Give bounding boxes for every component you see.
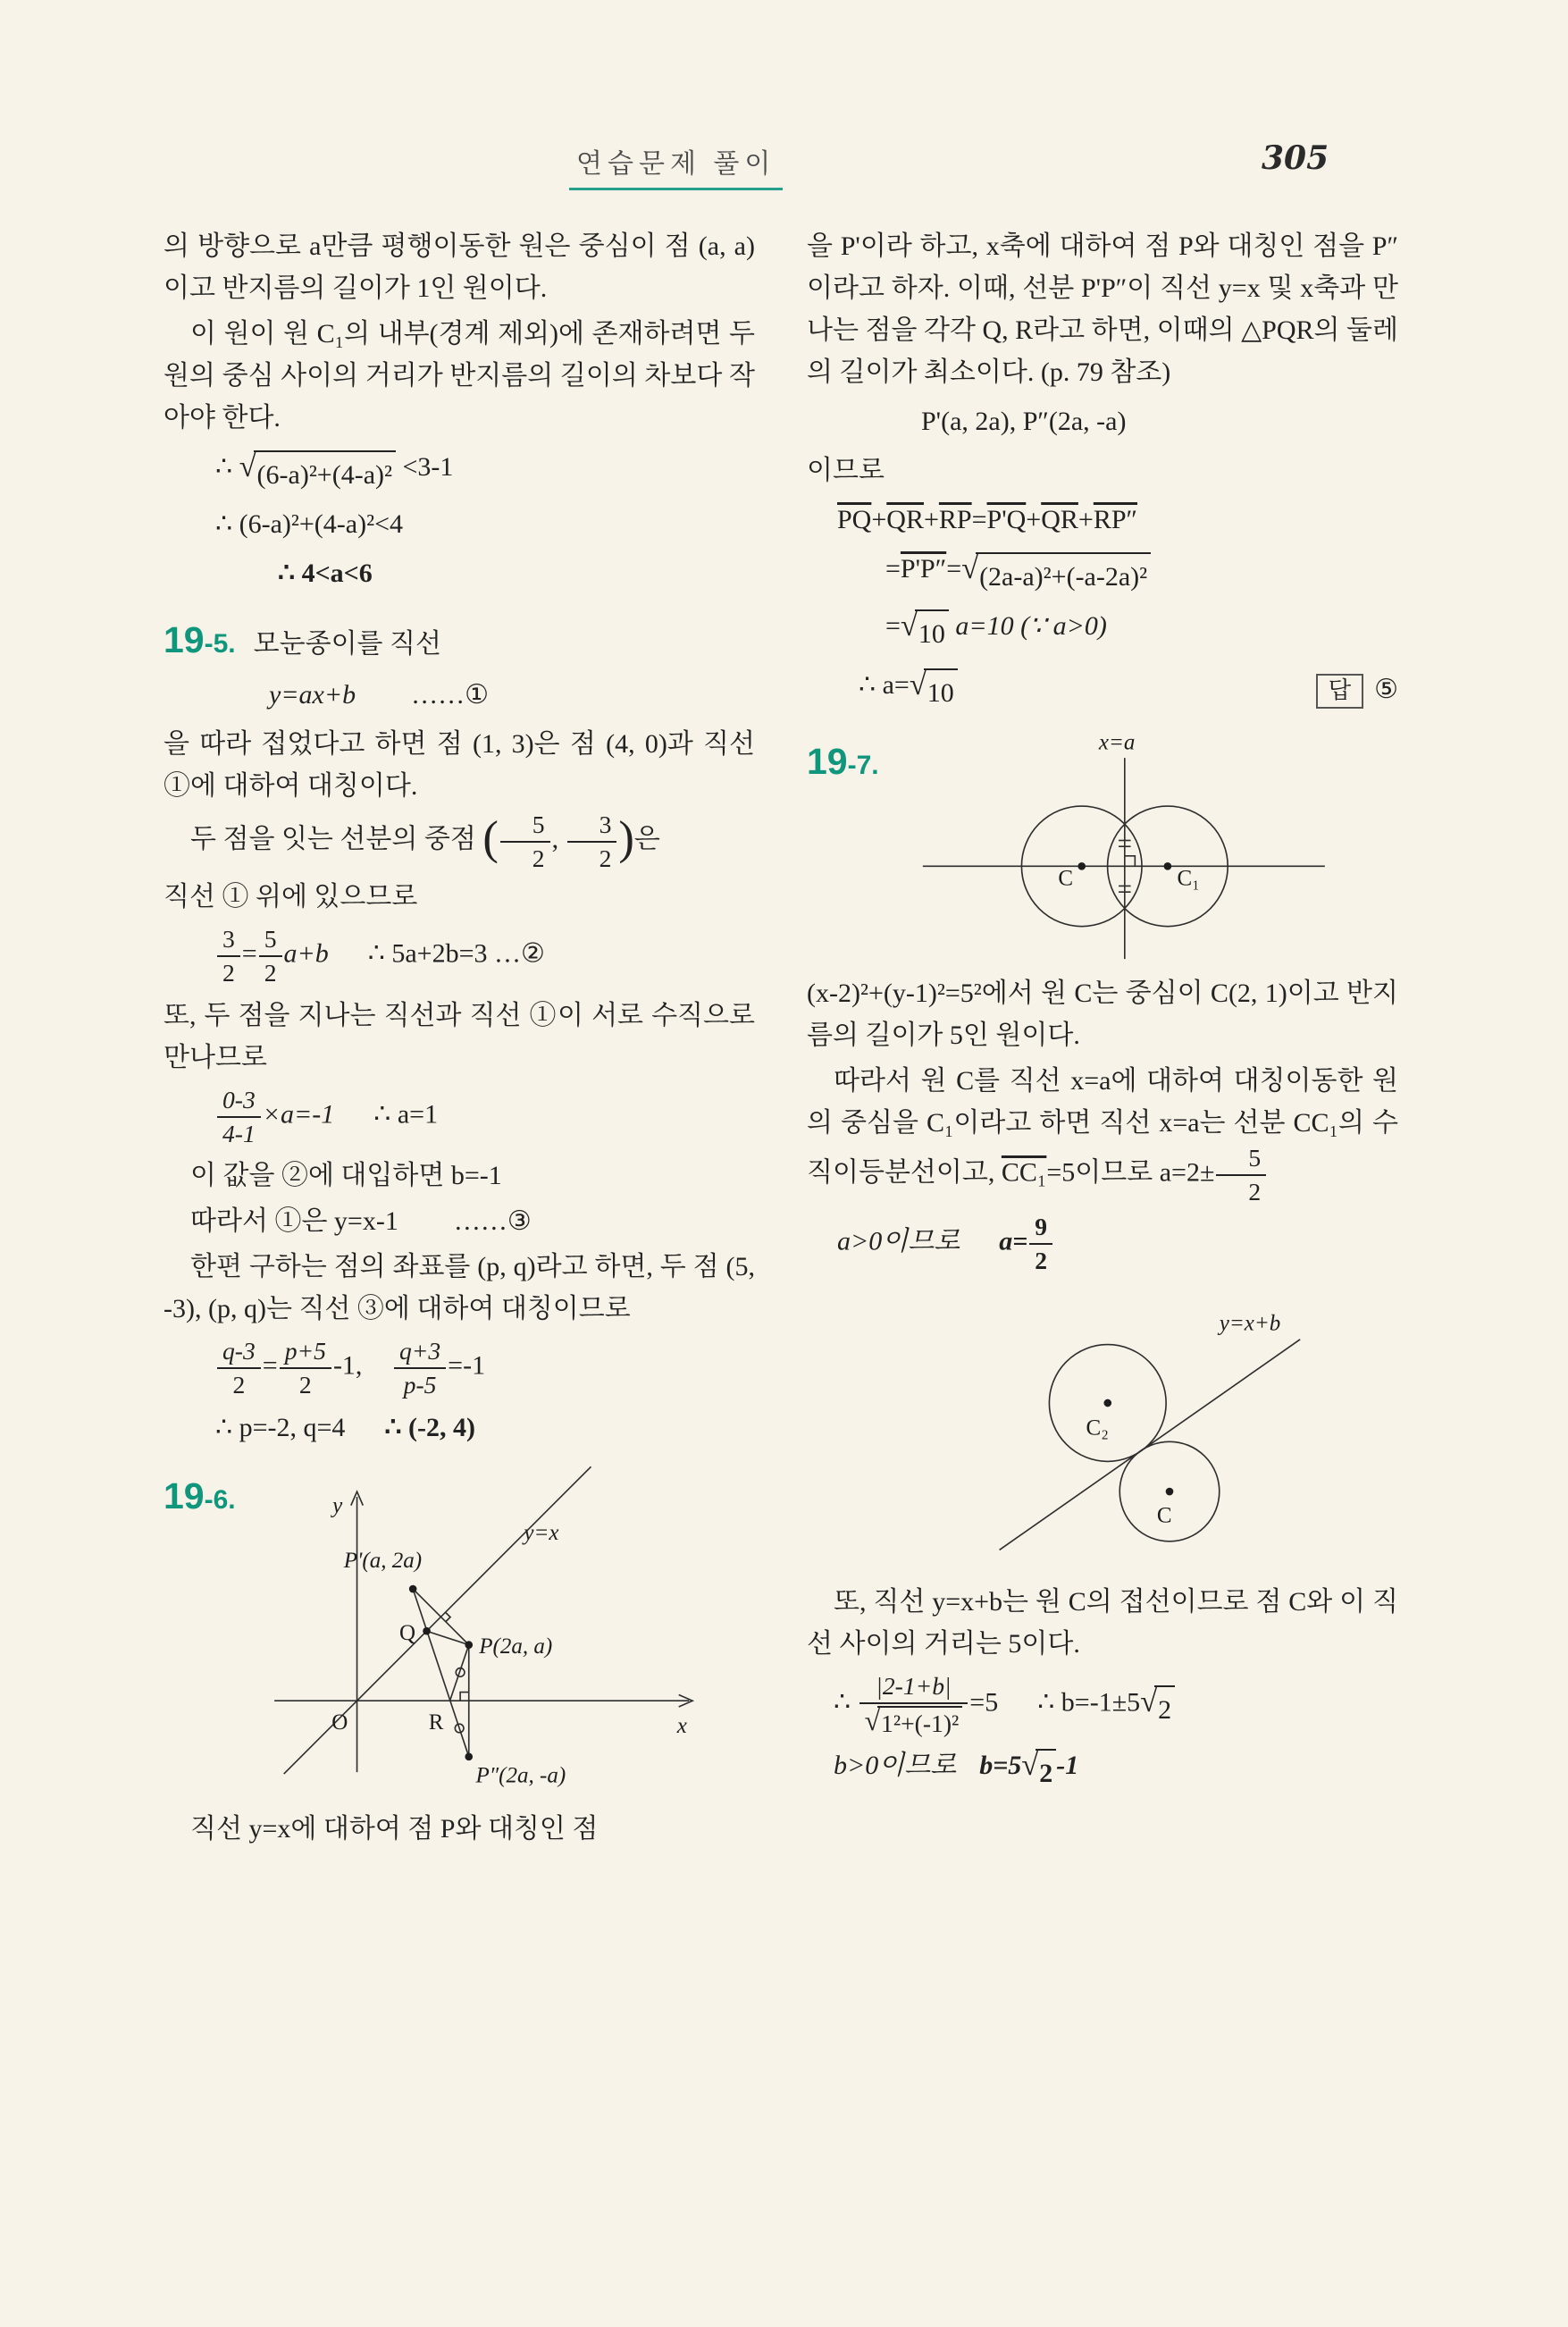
figure-19-7-circles: [897, 730, 1344, 965]
formula-slope-intercept: $\frac{3}{2}$ = $\frac{5}{2}$ a+b ∴ 5a+2b=3 …②: [164, 925, 755, 987]
label-x-axis: x: [676, 1713, 687, 1738]
paragraph: 이 원이 원 C₁의 내부(경계 제외)에 존재하려면 두 원의 중심 사이의 거리가 반지름의 길이의 차보다 작아야 한다.: [164, 319, 755, 433]
sqrt-expression: √ 10: [910, 668, 958, 714]
fraction: $\frac{3}{2}$: [567, 811, 617, 872]
label-y-axis: y: [331, 1493, 342, 1518]
paragraph: 을 따라 접었다고 하면 점 (1, 3)은 점 (4, 0)과 직선 ①에 대하여 대칭이다.: [164, 729, 755, 801]
right-angle-mark: [460, 1692, 469, 1701]
paragraph-midpoint: 두 점을 잇는 선분의 중점 ( $\frac{5}{2}$ , $\frac{3}{2}$ )은: [190, 811, 660, 872]
formula-points: P'(a, 2a), P″(2a, -a): [921, 407, 1127, 436]
label-c: C: [1058, 866, 1073, 891]
paragraph: 이므로: [807, 456, 885, 485]
paragraph: 또, 직선 y=x+b는 원 C의 접선이므로 점 C와 이 직선 사이의 거리는 5이다.: [807, 1586, 1398, 1659]
problem-number: 19-5.: [164, 619, 236, 660]
section-19-6: [164, 1472, 755, 1801]
formula-length: =P'P″= √ (2a-a)²+(-a-2a)²: [807, 548, 1398, 598]
page-number: 305: [1262, 139, 1329, 177]
figure-19-7-tangent: [879, 1291, 1326, 1559]
formula-tangent-distance: ∴ |2-1+b| √ 1²+(-1)² =5 ∴ b=-1±5 √ 2: [807, 1672, 1398, 1737]
label-p-double-prime: P″(2a, -a): [475, 1763, 566, 1788]
paragraph-line3: 따라서 ①은 y=x-1 ……③: [190, 1206, 532, 1237]
label-c1: C₁: [1177, 866, 1200, 891]
right-angle-mark: [1124, 856, 1135, 867]
therefore: ∴: [215, 452, 239, 482]
right-column: [807, 225, 1398, 1802]
formula-distance: [164, 446, 755, 496]
paragraph: 또, 두 점을 지나는 직선과 직선 ①이 서로 수직으로 만나므로: [164, 1000, 755, 1072]
sqrt-expression: √ 1²+(-1)²: [865, 1706, 963, 1738]
sqrt-expression: [239, 450, 396, 496]
sqrt-expression: √ 2: [1140, 1685, 1175, 1731]
label-line-yx: y=x: [523, 1520, 559, 1545]
tangent-line: [1000, 1340, 1301, 1550]
right-angle-mark: [445, 1612, 449, 1622]
left-column: [164, 225, 755, 1853]
paragraph: 직선 ① 위에 있으므로: [164, 882, 418, 912]
label-y-equals-x-plus-b: y=x+b: [1219, 1311, 1281, 1336]
formula-value: = √ 10 a=10 (∵ a>0): [807, 605, 1398, 655]
label-origin: O: [331, 1710, 348, 1735]
label-c2: C₂: [1086, 1416, 1109, 1441]
section-19-7: [807, 730, 1398, 965]
radicand: (6-a)²+(4-a)²: [254, 450, 396, 496]
fraction: $\frac{9}{2}$: [1029, 1213, 1052, 1274]
equation-tag: ……①: [411, 680, 490, 710]
page-header-title: 연습문제 풀이: [569, 141, 783, 190]
label-x-equals-a: x=a: [1098, 730, 1136, 755]
label-p-prime: P'(a, 2a): [343, 1548, 422, 1573]
section-19-5: [164, 619, 755, 665]
paragraph: (x-2)²+(y-1)²=5²에서 원 C는 중심이 C(2, 1)이고 반지름의 길이가 5인 원이다.: [807, 979, 1398, 1050]
paren-close: ): [618, 812, 634, 865]
formula-result: ∴ 4<a<6: [278, 559, 373, 588]
paragraph: 을 P'이라 하고, x축에 대하여 점 P와 대칭인 점을 P″이라고 하자. 이때, 선분 P'P″이 직선 y=x 및 x축과 만나는 점을 각각 Q, R라고 하면, 이때의 △PQR의 둘레의 길이가 최소이다. (p. 79 참조): [807, 231, 1398, 387]
formula-squared: ∴ (6-a)²+(4-a)²<4: [215, 509, 403, 539]
center-points: [1103, 1399, 1173, 1496]
label-q: Q: [398, 1620, 415, 1645]
sqrt-expression: √ 2: [1021, 1749, 1056, 1794]
fraction: $\frac{5}{2}$: [500, 811, 550, 872]
inequality-rhs: <3-1: [396, 452, 454, 482]
fraction: $\frac{0-3}{4-1}$: [217, 1086, 261, 1147]
fraction: |2-1+b| √ 1²+(-1)²: [859, 1672, 968, 1737]
equation: y=ax+b: [269, 680, 356, 710]
sqrt-expression: √ 10: [901, 609, 949, 655]
equation-tag: ……③: [453, 1206, 532, 1237]
label-p: P(2a, a): [478, 1634, 552, 1659]
fraction: $\frac{5}{2}$: [259, 925, 282, 987]
formula-a-value: a>0이므로 a= $\frac{9}{2}$: [807, 1213, 1398, 1274]
fraction: $\frac{5}{2}$: [1216, 1144, 1266, 1206]
figure-19-6: [254, 1472, 718, 1801]
paragraph: 의 방향으로 a만큼 평행이동한 원은 중심이 점 (a, a)이고 반지름의 길이가 1인 원이다.: [164, 231, 755, 303]
paragraph: 한편 구하는 점의 좌표를 (p, q)라고 하면, 두 점 (5, -3), (p, q)는 직선 ③에 대하여 대칭이므로: [164, 1252, 755, 1324]
label-r: R: [428, 1710, 444, 1735]
figure-19-7-tangent-wrap: [807, 1291, 1398, 1572]
paragraph: 이 값을 ②에 대입하면 b=-1: [190, 1161, 502, 1191]
formula-perimeter: $\overline{PQ}+\overline{QR}+\overline{RP}=P'Q+\overline{QR}+RP''$: [837, 505, 1138, 534]
label-c: C: [1156, 1503, 1172, 1528]
fraction: $\frac{3}{2}$: [217, 925, 240, 987]
answer-box: 답: [1316, 674, 1364, 709]
answer-choice: ⑤: [1374, 674, 1398, 704]
sqrt-expression: √ (2a-a)²+(-a-2a)²: [961, 552, 1151, 598]
paragraph: 직선 y=x에 대하여 점 P와 대칭인 점: [190, 1813, 599, 1844]
radical-sign: √: [239, 449, 256, 483]
fraction: $\frac{q-3}{2}$: [217, 1337, 261, 1399]
paragraph-reflection: 따라서 원 C를 직선 x=a에 대하여 대칭이동한 원의 중심을 C₁이라고 하면 직선 x=a는 선분 CC₁의 수직이등분선이고, CC₁=5이므로 a=2± $\frac{5}{2}$: [807, 1066, 1398, 1206]
segment-cc1: CC₁: [1001, 1157, 1047, 1188]
fraction: $\frac{q+3}{p-5}$: [394, 1337, 446, 1399]
formula-answer-19-5: ∴ p=-2, q=4 ∴ (-2, 4): [215, 1412, 475, 1442]
fraction: $\frac{p+5}{2}$: [280, 1337, 331, 1399]
formula-perpendicular: $\frac{0-3}{4-1}$ ×a=-1 ∴ a=1: [164, 1086, 755, 1147]
formula-answer-19-7: b>0이므로 b=5 √ 2 -1: [807, 1744, 1398, 1794]
formula-symmetry: $\frac{q-3}{2}$ = $\frac{p+5}{2}$ -1, $\frac{q+3}{p-5}$ =-1: [164, 1337, 755, 1399]
problem-number: 19-7.: [807, 741, 879, 782]
answer-line-19-6: ∴ a= √ 10 답 ⑤: [807, 664, 1398, 714]
problem-number: 19-6.: [164, 1474, 236, 1516]
equation-line-1: [164, 674, 755, 716]
paren-open: (: [482, 812, 499, 865]
problem-intro: 모눈종이를 직선: [253, 629, 441, 659]
